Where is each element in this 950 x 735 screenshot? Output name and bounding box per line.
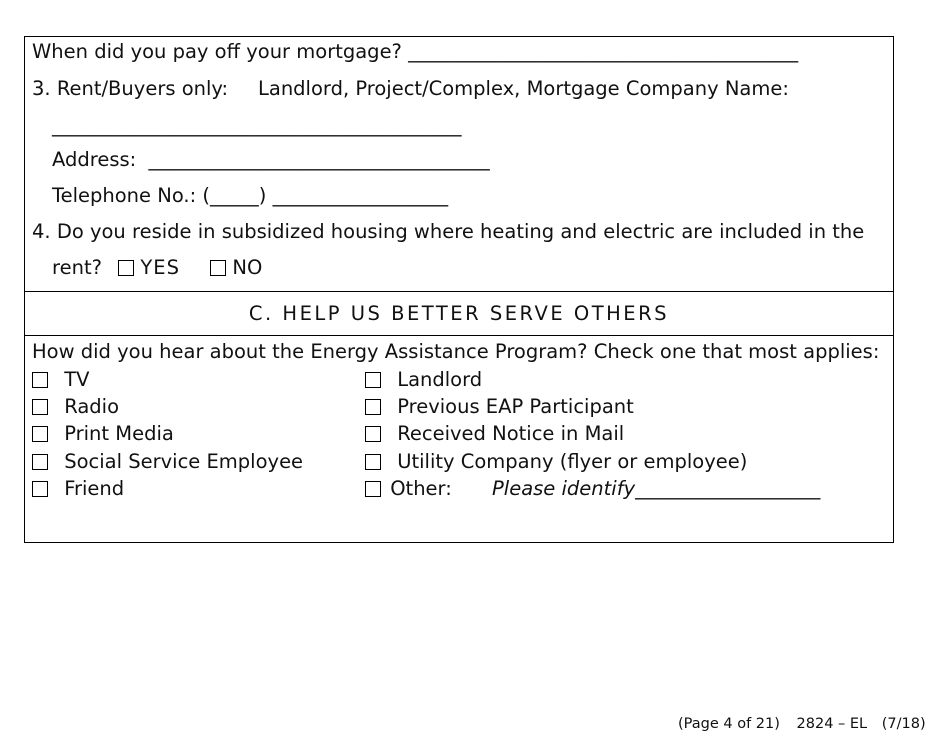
radio-checkbox[interactable] bbox=[32, 399, 48, 415]
payoff-question-row bbox=[32, 40, 798, 63]
option-other bbox=[365, 477, 820, 500]
other-hint: Please identify bbox=[492, 477, 636, 500]
option-previous-eap-participant bbox=[365, 395, 634, 418]
option-label: Social Service Employee bbox=[64, 450, 304, 473]
landlord-name-field[interactable]: __________________________________________ bbox=[52, 114, 462, 137]
q3-label: Rent/Buyers only: bbox=[56, 77, 229, 100]
option-print-media bbox=[32, 422, 174, 445]
option-received-notice-in-mail bbox=[365, 422, 624, 445]
other-checkbox[interactable] bbox=[365, 481, 381, 497]
q4-answer-row bbox=[52, 256, 262, 279]
previous-eap-participant-checkbox[interactable] bbox=[365, 399, 381, 415]
option-social-service-employee bbox=[32, 450, 303, 473]
option-landlord bbox=[365, 368, 482, 391]
section-c-question: How did you hear about the Energy Assistance Program? Check one that most applies: bbox=[32, 340, 880, 363]
q3-name-label: Landlord, Project/Complex, Mortgage Company Name: bbox=[258, 77, 789, 100]
option-label: Print Media bbox=[64, 422, 174, 445]
social-service-employee-checkbox[interactable] bbox=[32, 454, 48, 470]
yes-label: YES bbox=[140, 256, 180, 279]
received-notice-checkbox[interactable] bbox=[365, 426, 381, 442]
option-utility-company bbox=[365, 450, 747, 473]
option-radio bbox=[32, 395, 119, 418]
landlord-checkbox[interactable] bbox=[365, 372, 381, 388]
option-label: Friend bbox=[64, 477, 125, 500]
q3-row bbox=[32, 77, 228, 100]
address-label: Address: bbox=[52, 148, 137, 171]
option-friend bbox=[32, 477, 124, 500]
option-label: TV bbox=[64, 368, 90, 391]
tv-checkbox[interactable] bbox=[32, 372, 48, 388]
option-label: Received Notice in Mail bbox=[397, 422, 625, 445]
yes-checkbox[interactable] bbox=[118, 260, 134, 276]
option-label: Previous EAP Participant bbox=[397, 395, 634, 418]
option-label: Landlord bbox=[397, 368, 483, 391]
q4-question-line2: rent? bbox=[52, 256, 102, 279]
page-footer bbox=[678, 716, 926, 732]
address-field[interactable]: ___________________________________ bbox=[148, 148, 490, 171]
address-row bbox=[52, 148, 490, 171]
q3-number: 3. bbox=[32, 77, 51, 100]
option-tv bbox=[32, 368, 89, 391]
form-number: 2824 – EL bbox=[796, 716, 868, 732]
section-divider-top bbox=[24, 291, 894, 292]
page-number: (Page 4 of 21) bbox=[678, 716, 780, 732]
option-label: Radio bbox=[64, 395, 119, 418]
telephone-area-code-field[interactable]: (_____) bbox=[202, 184, 267, 207]
telephone-number-field[interactable]: __________________ bbox=[272, 184, 449, 207]
print-media-checkbox[interactable] bbox=[32, 426, 48, 442]
payoff-question: When did you pay off your mortgage? bbox=[32, 40, 402, 63]
telephone-label: Telephone No.: bbox=[52, 184, 197, 207]
utility-company-checkbox[interactable] bbox=[365, 454, 381, 470]
telephone-row bbox=[52, 184, 448, 207]
other-identify-field[interactable]: ___________________ bbox=[635, 477, 821, 500]
q4-row bbox=[32, 220, 864, 243]
no-checkbox[interactable] bbox=[210, 260, 226, 276]
no-label: NO bbox=[232, 256, 263, 279]
q4-question-line1: Do you reside in subsidized housing where heating and electric are included in the bbox=[56, 220, 865, 243]
option-label: Utility Company (flyer or employee) bbox=[397, 450, 748, 473]
payoff-date-field[interactable]: ________________________________________ bbox=[408, 40, 799, 63]
section-c-heading: C. HELP US BETTER SERVE OTHERS bbox=[248, 302, 670, 325]
other-label: Other: bbox=[390, 477, 452, 500]
q4-number: 4. bbox=[32, 220, 51, 243]
friend-checkbox[interactable] bbox=[32, 481, 48, 497]
section-divider-bottom bbox=[24, 335, 894, 336]
form-revision: (7/18) bbox=[881, 716, 926, 732]
